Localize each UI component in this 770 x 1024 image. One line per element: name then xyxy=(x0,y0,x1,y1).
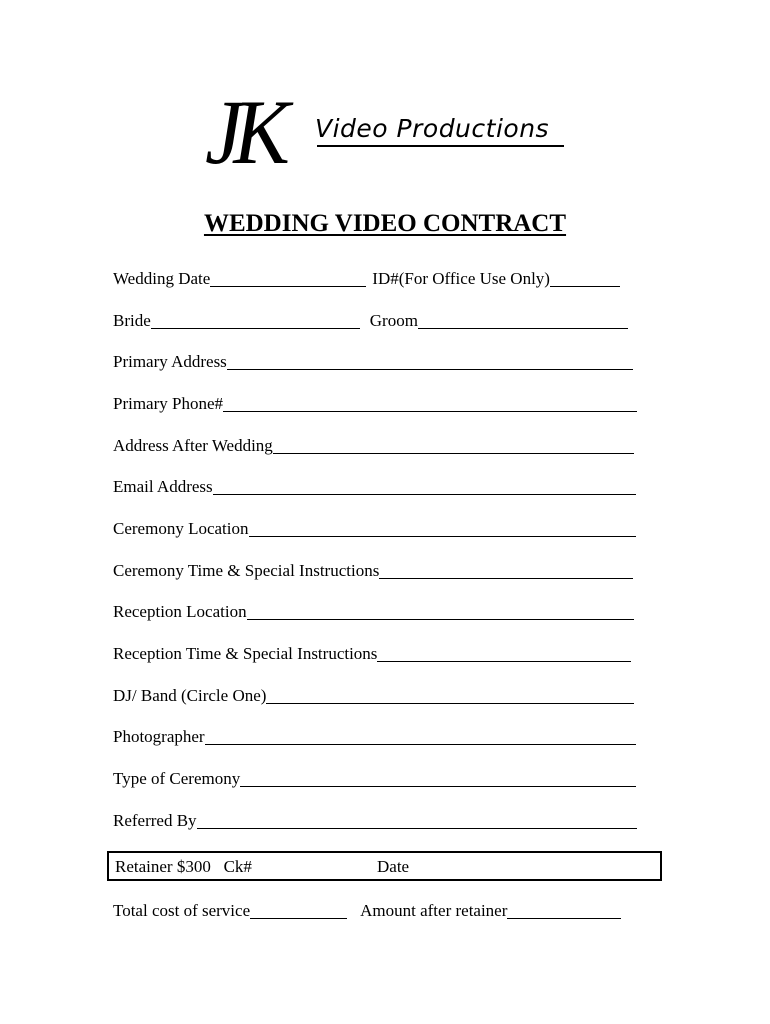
company-logo xyxy=(205,81,570,183)
row-primary-phone xyxy=(113,392,637,414)
ceremony-time-label: Ceremony Time & Special Instructions xyxy=(113,561,380,580)
primary-phone-field[interactable] xyxy=(223,393,637,412)
row-ceremony-type xyxy=(113,767,636,789)
row-reception-time xyxy=(113,642,631,664)
groom-label: Groom xyxy=(369,311,418,330)
retainer-label: Retainer $300 Ck# xyxy=(115,857,252,876)
row-referred-by xyxy=(113,809,637,831)
primary-address-label: Primary Address xyxy=(113,352,227,371)
logo-underline xyxy=(317,145,564,147)
address-after-field[interactable] xyxy=(273,435,634,454)
logo-monogram: JK xyxy=(205,81,281,183)
email-label: Email Address xyxy=(113,477,213,496)
wedding-date-label: Wedding Date xyxy=(113,269,211,288)
row-email xyxy=(113,475,636,497)
amount-after-retainer-field[interactable] xyxy=(507,900,621,919)
reception-time-label: Reception Time & Special Instructions xyxy=(113,644,378,663)
ceremony-time-field[interactable] xyxy=(379,560,633,579)
row-reception-location xyxy=(113,600,634,622)
retainer-box xyxy=(107,851,662,881)
retainer-date-label: Date xyxy=(377,857,410,876)
photographer-field[interactable] xyxy=(205,726,636,745)
bride-field[interactable] xyxy=(151,310,360,329)
row-primary-address xyxy=(113,350,633,372)
ceremony-location-field[interactable] xyxy=(249,518,636,537)
address-after-label: Address After Wedding xyxy=(113,436,273,455)
dj-band-label: DJ/ Band (Circle One) xyxy=(113,686,267,705)
ceremony-location-label: Ceremony Location xyxy=(113,519,249,538)
amount-after-retainer-label: Amount after retainer xyxy=(360,901,508,920)
wedding-date-field[interactable] xyxy=(210,268,366,287)
row-wedding-date xyxy=(113,267,620,289)
bride-label: Bride xyxy=(113,311,151,330)
ceremony-type-field[interactable] xyxy=(240,768,636,787)
total-cost-label: Total cost of service xyxy=(113,901,251,920)
row-address-after-wedding xyxy=(113,434,634,456)
total-cost-field[interactable] xyxy=(250,900,347,919)
reception-location-field[interactable] xyxy=(247,601,634,620)
logo-company-name: Video Productions xyxy=(315,114,550,143)
referred-by-field[interactable] xyxy=(197,810,637,829)
reception-location-label: Reception Location xyxy=(113,602,247,621)
groom-field[interactable] xyxy=(418,310,628,329)
office-id-label: ID#(For Office Use Only) xyxy=(372,269,550,288)
row-photographer xyxy=(113,725,636,747)
email-field[interactable] xyxy=(213,476,636,495)
row-ceremony-time xyxy=(113,559,633,581)
dj-band-field[interactable] xyxy=(266,685,634,704)
row-dj-band xyxy=(113,684,634,706)
primary-phone-label: Primary Phone# xyxy=(113,394,224,413)
page-title: WEDDING VIDEO CONTRACT xyxy=(203,210,567,237)
row-totals xyxy=(113,899,621,921)
ceremony-type-label: Type of Ceremony xyxy=(113,769,241,788)
referred-by-label: Referred By xyxy=(113,811,197,830)
primary-address-field[interactable] xyxy=(227,351,633,370)
reception-time-field[interactable] xyxy=(377,643,631,662)
office-id-field[interactable] xyxy=(550,268,620,287)
photographer-label: Photographer xyxy=(113,727,205,746)
row-ceremony-location xyxy=(113,517,636,539)
row-bride-groom xyxy=(113,309,628,331)
